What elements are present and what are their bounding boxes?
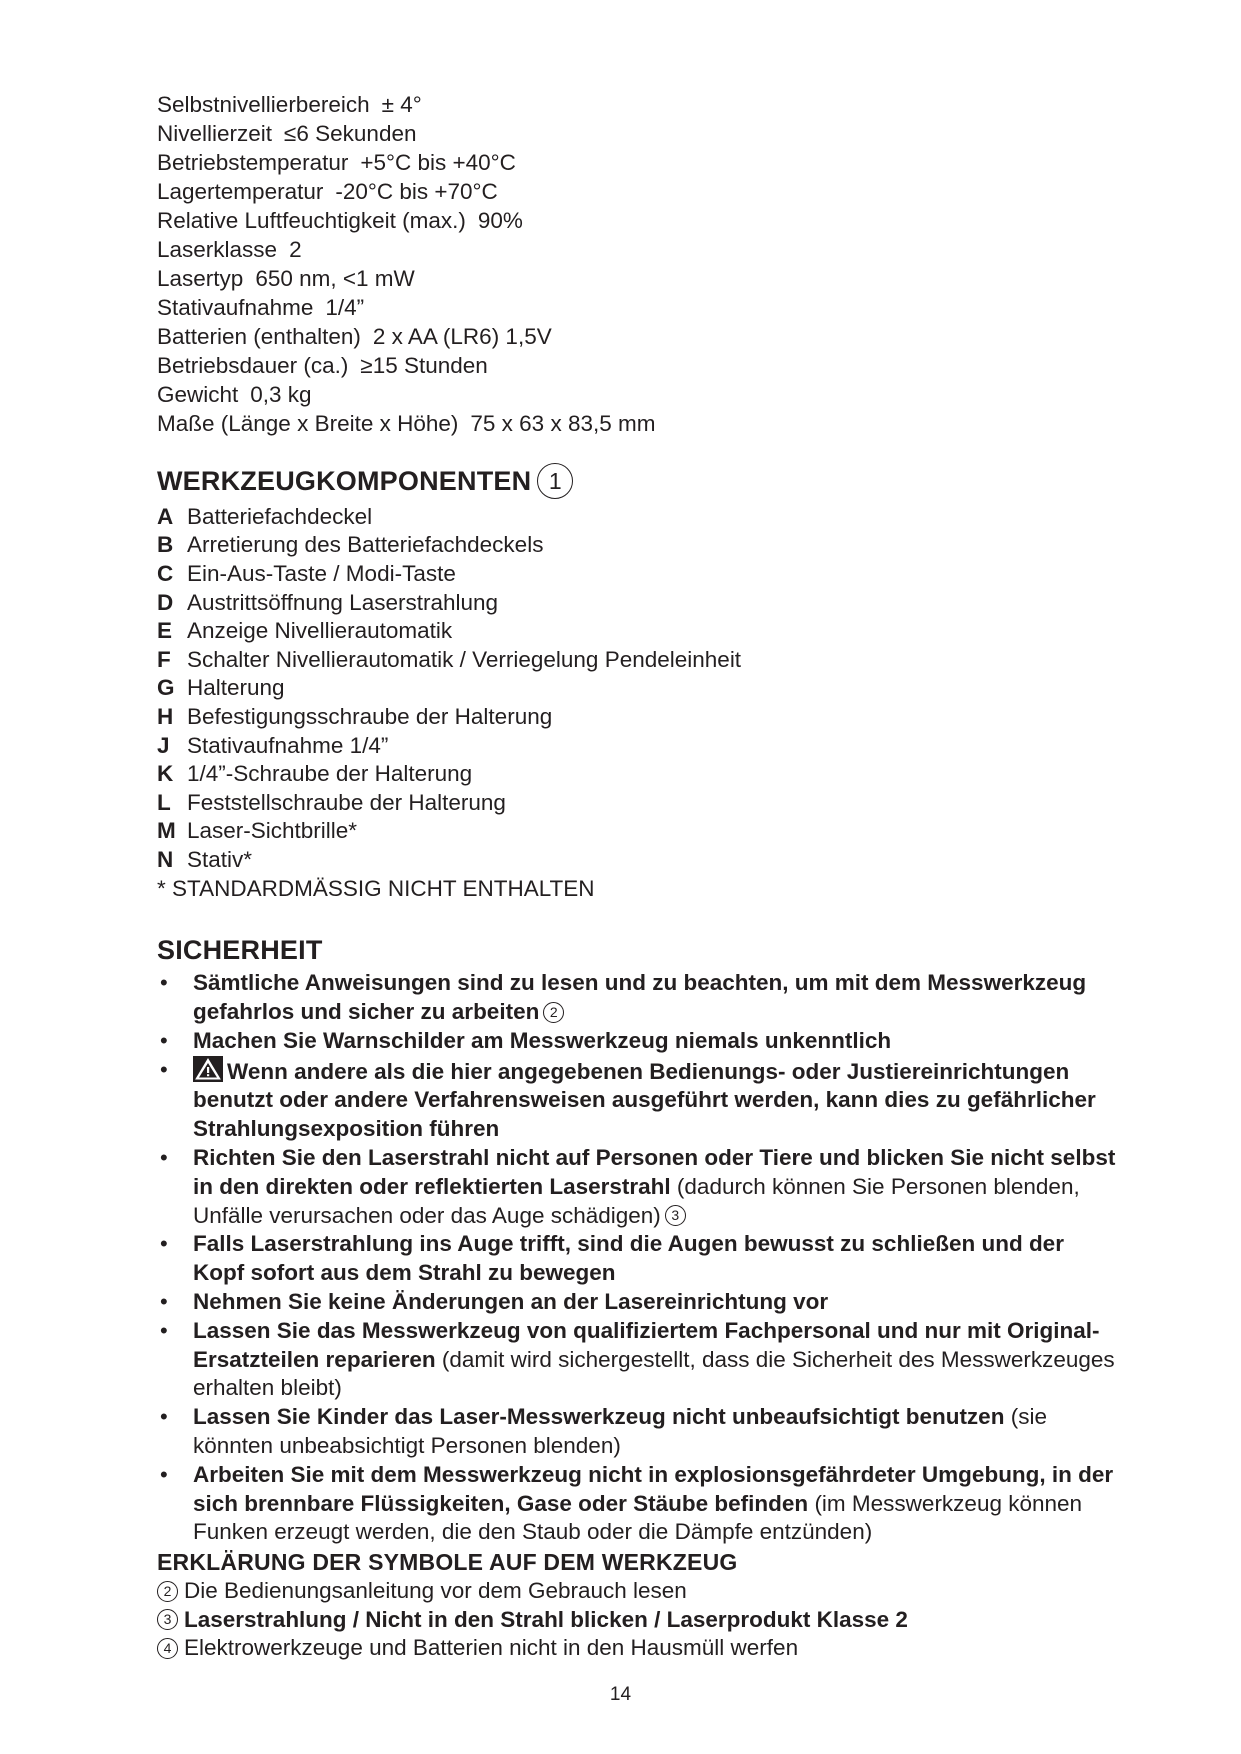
- safety-bold-text: Sämtliche Anweisungen sind zu lesen und zu beachten, um mit dem Messwerkzeug gefahrlos und sicher zu arbeiten: [193, 970, 1087, 1024]
- safety-heading: SICHERHEIT: [157, 935, 323, 966]
- components-footnote: * STANDARDMÄSSIG NICHT ENTHALTEN: [157, 875, 595, 901]
- components-heading: [157, 464, 1117, 501]
- component-text: Arretierung des Batteriefachdeckels: [187, 532, 544, 558]
- component-item: [157, 674, 1117, 703]
- component-letter: H: [157, 704, 174, 730]
- component-text: Stativ*: [187, 847, 253, 872]
- component-letter: F: [157, 646, 171, 672]
- safety-normal-text: (sie könnten unbeabsichtigt Personen blenden): [193, 1404, 1047, 1458]
- spec-value: 650 nm, <1 mW: [255, 266, 415, 291]
- component-letter: K: [157, 761, 174, 787]
- spec-label: Maße (Länge x Breite x Höhe): [157, 411, 459, 436]
- spec-label: Betriebstemperatur: [157, 150, 349, 175]
- spec-label: Nivellierzeit: [157, 121, 273, 146]
- bullet-dot: •: [160, 1027, 168, 1053]
- component-letter: D: [157, 589, 174, 615]
- safety-item: [157, 1317, 1117, 1403]
- component-item: [157, 531, 1117, 560]
- components-list: [157, 503, 1117, 903]
- bullet-dot: •: [160, 970, 168, 996]
- symbol-number-badge: 2: [157, 1581, 178, 1602]
- symbol-number-badge: 3: [157, 1609, 178, 1630]
- symbols-heading: ERKLÄRUNG DER SYMBOLE AUF DEM WERKZEUG: [157, 1549, 738, 1576]
- symbol-item: [157, 1634, 1117, 1663]
- spec-value: ≥15 Stunden: [360, 353, 488, 378]
- spec-row: [157, 206, 1117, 235]
- bullet-dot: •: [160, 1288, 168, 1314]
- spec-value: 90%: [477, 208, 523, 233]
- spec-label: Stativaufnahme: [157, 295, 314, 320]
- spec-row: [157, 322, 1117, 351]
- spec-label: Betriebsdauer (ca.): [157, 353, 349, 378]
- symbol-item: [157, 1606, 1117, 1635]
- component-item: [157, 589, 1117, 618]
- component-letter: L: [157, 789, 171, 815]
- figure-ref-badge: 1: [537, 463, 573, 499]
- spec-row: [157, 351, 1117, 380]
- component-item: [157, 703, 1117, 732]
- spec-row: [157, 380, 1117, 409]
- spec-value: -20°C bis +70°C: [335, 179, 498, 204]
- bullet-dot: •: [160, 1231, 168, 1257]
- spec-value: 75 x 63 x 83,5 mm: [470, 411, 656, 436]
- component-item: [157, 846, 1117, 875]
- spec-row: [157, 235, 1117, 264]
- component-letter: A: [157, 503, 174, 529]
- component-item: [157, 617, 1117, 646]
- safety-item: [157, 1056, 1117, 1144]
- spec-row: [157, 90, 1117, 119]
- safety-normal-text: (dadurch können Sie Personen blenden, Unfälle verursachen oder das Auge schädigen): [193, 1173, 1080, 1228]
- safety-normal-text: (im Messwerkzeug können Funken erzeugt werden, die den Staub oder die Dämpfe entzünden): [193, 1490, 1083, 1545]
- safety-bold-text: Richten Sie den Laserstrahl nicht auf Personen oder Tiere und blicken Sie nicht selbst in den direkten oder reflektierten Laserstrahl: [193, 1144, 1116, 1199]
- component-item: [157, 789, 1117, 818]
- component-letter: N: [157, 847, 174, 872]
- safety-bold-text: Nehmen Sie keine Änderungen an der Lasereinrichtung vor: [193, 1288, 829, 1314]
- spec-label: Selbstnivellierbereich: [157, 92, 370, 117]
- safety-normal-text: (damit wird sichergestellt, dass die Sicherheit des Messwerkzeuges erhalten bleibt): [193, 1346, 1115, 1401]
- spec-row: [157, 119, 1117, 148]
- bullet-dot: •: [160, 1404, 168, 1430]
- component-letter: C: [157, 561, 174, 587]
- safety-item: [157, 969, 1117, 1027]
- symbol-text: Laserstrahlung / Nicht in den Strahl blicken / Laserprodukt Klasse 2: [184, 1606, 908, 1632]
- component-text: Stativaufnahme 1/4”: [187, 732, 389, 758]
- bullet-dot: •: [160, 1144, 168, 1170]
- component-letter: E: [157, 618, 173, 644]
- symbol-text: Elektrowerkzeuge und Batterien nicht in den Hausmüll werfen: [184, 1635, 799, 1661]
- component-item: [157, 760, 1117, 789]
- manual-page: [157, 90, 1117, 1663]
- component-letter: B: [157, 532, 174, 558]
- safety-item: [157, 1230, 1117, 1288]
- symbol-ref-badge: 2: [543, 1002, 564, 1023]
- component-item: [157, 560, 1117, 589]
- spec-row: [157, 409, 1117, 438]
- component-item: [157, 732, 1117, 761]
- component-letter: G: [157, 675, 175, 701]
- spec-value: 2 x AA (LR6) 1,5V: [372, 324, 552, 349]
- component-item: [157, 646, 1117, 675]
- safety-bold-text: Lassen Sie Kinder das Laser-Messwerkzeug nicht unbeaufsichtigt benutzen: [193, 1404, 1005, 1430]
- spec-row: [157, 264, 1117, 293]
- safety-bold-text: Arbeiten Sie mit dem Messwerkzeug nicht in explosionsgefährdeter Umgebung, in der sich brennbare Flüssigkeiten, Gase oder Stäube befinden: [193, 1461, 1114, 1516]
- component-letter: M: [157, 818, 176, 844]
- component-letter: J: [157, 732, 170, 758]
- spec-value: ± 4°: [381, 92, 422, 117]
- spec-value: 1/4”: [325, 295, 365, 320]
- spec-list: [157, 90, 1117, 438]
- spec-label: Lagertemperatur: [157, 179, 324, 204]
- spec-row: [157, 148, 1117, 177]
- component-text: Austrittsöffnung Laserstrahlung: [187, 589, 499, 615]
- spec-value: 0,3 kg: [250, 382, 312, 407]
- component-text: Ein-Aus-Taste / Modi-Taste: [187, 561, 456, 587]
- safety-item: [157, 1461, 1117, 1547]
- component-text: Halterung: [187, 675, 285, 701]
- spec-row: [157, 177, 1117, 206]
- component-item: [157, 817, 1117, 846]
- components-heading-text: WERKZEUGKOMPONENTEN: [157, 466, 532, 496]
- safety-item: [157, 1403, 1117, 1461]
- spec-label: Relative Luftfeuchtigkeit (max.): [157, 208, 466, 233]
- symbols-list: [157, 1577, 1117, 1663]
- bullet-dot: •: [160, 1056, 168, 1082]
- spec-value: +5°C bis +40°C: [360, 150, 516, 175]
- spec-row: [157, 293, 1117, 322]
- spec-label: Laserklasse: [157, 237, 278, 262]
- spec-label: Gewicht: [157, 382, 239, 407]
- safety-item: [157, 1144, 1117, 1230]
- safety-bold-text: Falls Laserstrahlung ins Auge trifft, sind die Augen bewusst zu schließen und der Kopf sofort aus dem Strahl zu bewegen: [193, 1231, 1064, 1286]
- safety-bold-text: Wenn andere als die hier angegebenen Bedienungs- oder Justiereinrichtungen benutzt oder andere Verfahrensweisen ausgeführt werden, kann dies zu gefährlicher Strahlungsexposition führen: [193, 1058, 1096, 1142]
- safety-item: [157, 1288, 1117, 1317]
- component-text: Laser-Sichtbrille*: [187, 818, 358, 844]
- bullet-dot: •: [160, 1317, 168, 1343]
- safety-list: [157, 969, 1117, 1547]
- component-text: Schalter Nivellierautomatik / Verriegelung Pendeleinheit: [187, 646, 742, 672]
- spec-label: Lasertyp: [157, 266, 244, 291]
- component-text: Batteriefachdeckel: [187, 503, 373, 529]
- component-text: Befestigungsschraube der Halterung: [187, 704, 553, 730]
- symbol-item: [157, 1577, 1117, 1606]
- spec-value: ≤6 Sekunden: [284, 121, 417, 146]
- spec-label: Batterien (enthalten): [157, 324, 361, 349]
- safety-bold-text: Lassen Sie das Messwerkzeug von qualifiziertem Fachpersonal und nur mit Original-Ersatzteilen reparieren: [193, 1317, 1100, 1372]
- laser-warning-icon: [193, 1056, 223, 1082]
- symbol-text: Die Bedienungsanleitung vor dem Gebrauch lesen: [184, 1578, 687, 1604]
- symbol-number-badge: 4: [157, 1638, 178, 1659]
- component-text: 1/4”-Schraube der Halterung: [187, 761, 473, 787]
- page-number: 14: [609, 1684, 632, 1705]
- symbol-ref-badge: 3: [665, 1205, 686, 1226]
- safety-item: [157, 1027, 1117, 1056]
- component-item: [157, 503, 1117, 532]
- safety-bold-text: Machen Sie Warnschilder am Messwerkzeug niemals unkenntlich: [193, 1027, 892, 1053]
- component-text: Anzeige Nivellierautomatik: [187, 618, 453, 644]
- component-text: Feststellschraube der Halterung: [187, 789, 506, 815]
- bullet-dot: •: [160, 1461, 168, 1487]
- spec-value: 2: [289, 237, 302, 262]
